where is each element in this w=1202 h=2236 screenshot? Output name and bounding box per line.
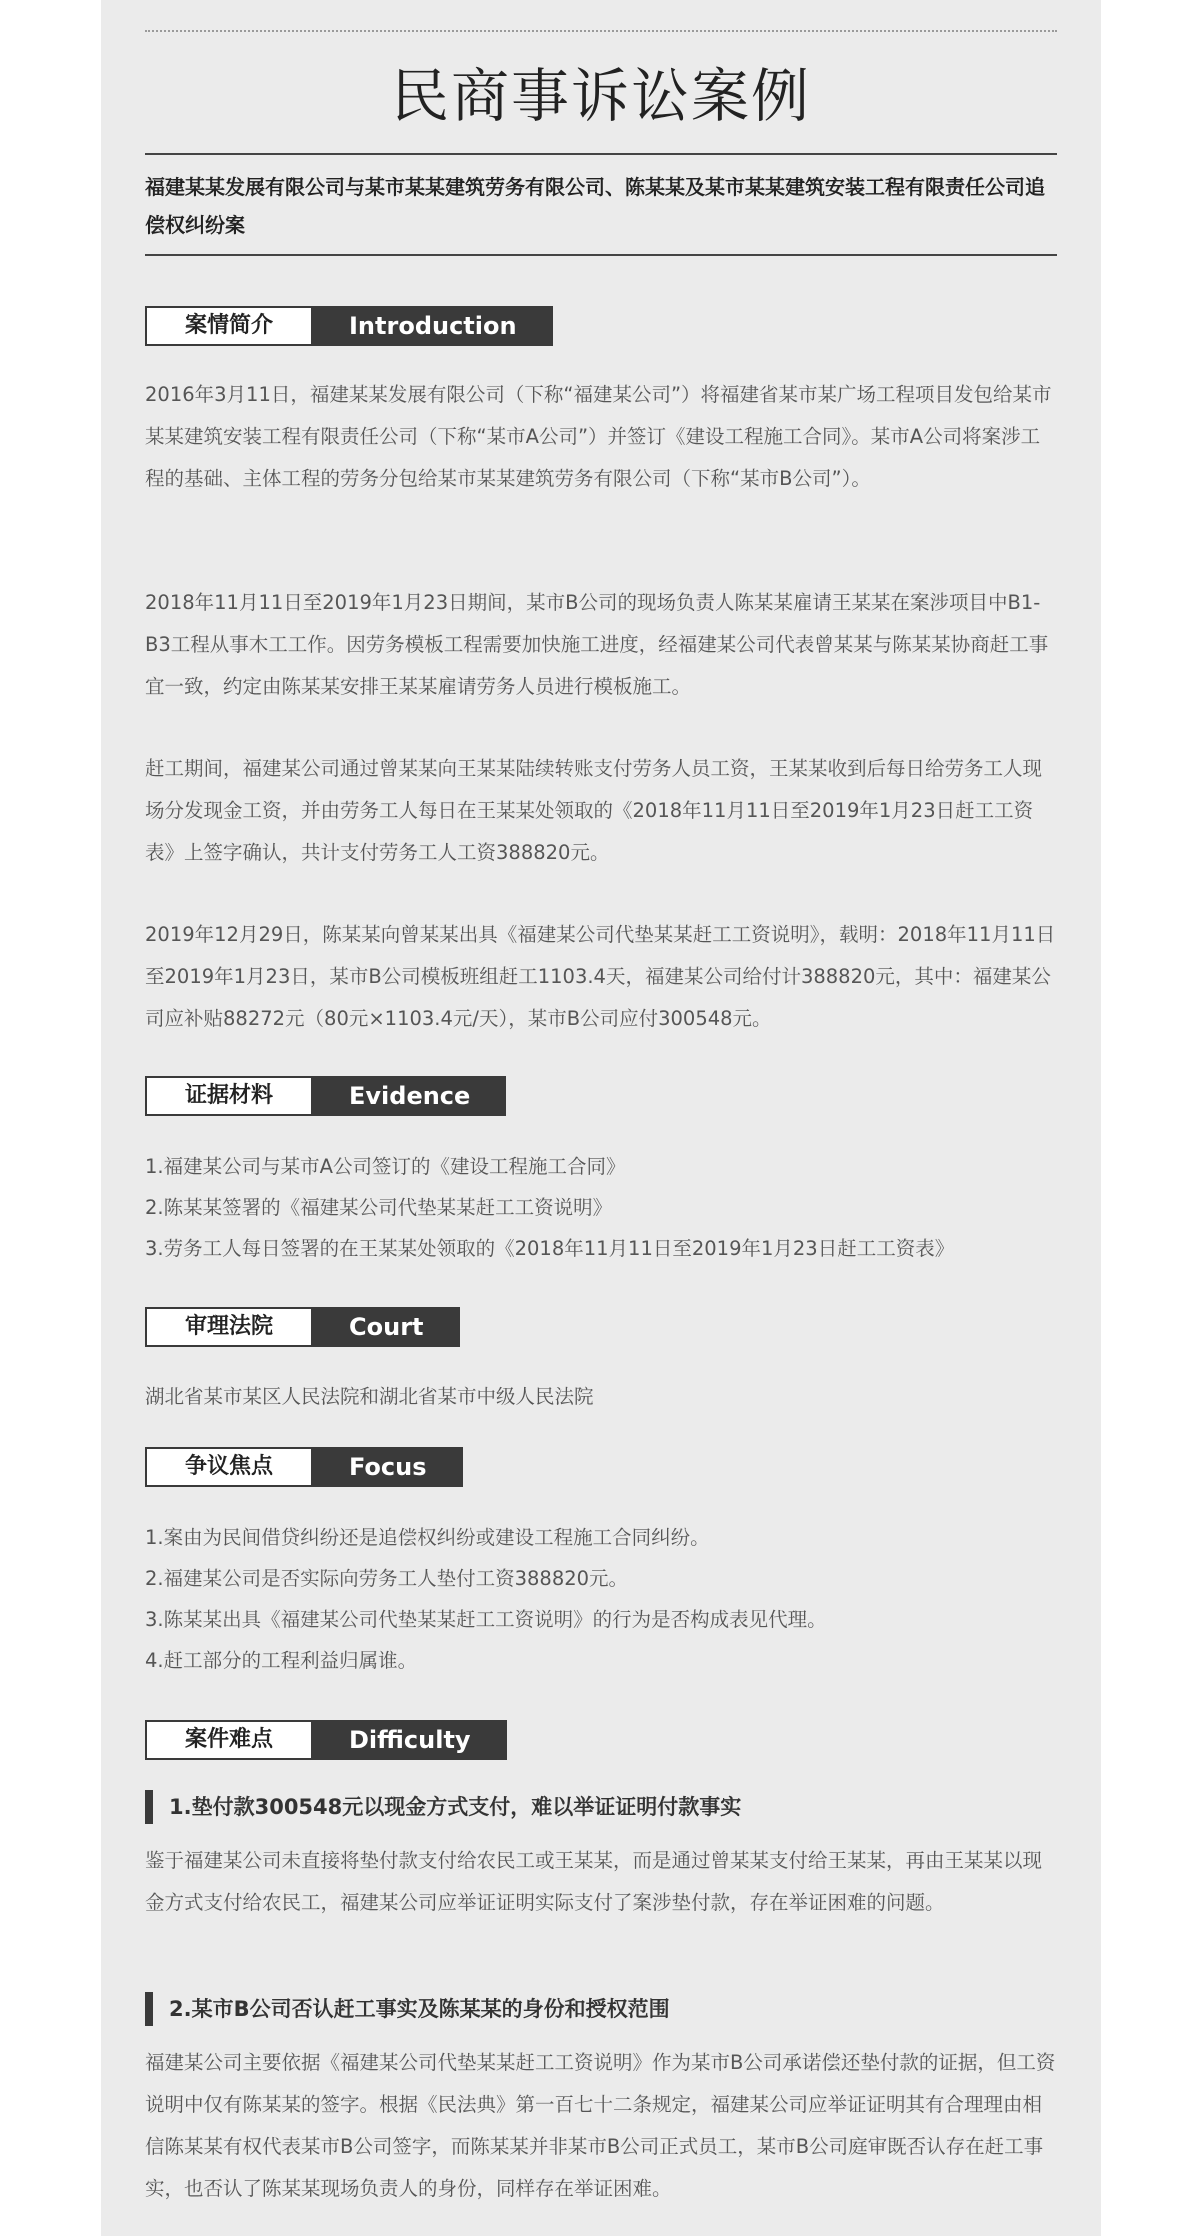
page-title: 民商事诉讼案例: [390, 62, 811, 130]
intro-paragraph: 赶工期间，福建某公司通过曾某某向王某某陆续转账支付劳务人员工资，王某某收到后每日给劳务工人现场分发现金工资，并由劳务工人每日在王某某处领取的《2018年11月11日至2019年1月23日赶工工资表》上签字确认，共计支付劳务工人工资388820元。: [145, 757, 1043, 864]
list-item: 2.陈某某签署的《福建某公司代垫某某赶工工资说明》: [145, 1196, 613, 1219]
focus-list: [145, 1517, 1057, 1681]
difficulty-heading: 1.垫付款300548元以现金方式支付，难以举证证明付款事实: [145, 1790, 741, 1824]
section-label-en: Focus: [313, 1447, 463, 1487]
difficulty-paragraph: 福建某公司主要依据《福建某公司代垫某某赶工工资说明》作为某市B公司承诺偿还垫付款的证据，但工资说明中仅有陈某某的签字。根据《民法典》第一百七十二条规定，福建某公司应举证证明其有合理理由相信陈某某有权代表某市B公司签字，而陈某某并非某市B公司正式员工，某市B公司庭审既否认存在赶工事实，也否认了陈某某现场负责人的身份，同样存在举证困难。: [145, 2051, 1056, 2200]
dotted-divider: [145, 30, 1057, 32]
difficulty-heading: 2.某市B公司否认赶工事实及陈某某的身份和授权范围: [145, 1992, 670, 2026]
section-label-en: Evidence: [313, 1076, 506, 1116]
section-label-en: Difficulty: [313, 1720, 507, 1760]
intro-paragraph: 2016年3月11日，福建某某发展有限公司（下称“福建某公司”）将福建省某市某广场工程项目发包给某市某某建筑安装工程有限责任公司（下称“某市A公司”）并签订《建设工程施工合同》。某市A公司将案涉工程的基础、主体工程的劳务分包给某市某某建筑劳务有限公司（下称“某市B公司”）。: [145, 383, 1052, 490]
title-divider-top: [145, 153, 1057, 155]
case-title: 福建某某发展有限公司与某市某某建筑劳务有限公司、陈某某及某市某某建筑安装工程有限责任公司追偿权纠纷案: [145, 175, 1045, 237]
section-header-difficulty: [145, 1720, 507, 1760]
evidence-list: [145, 1146, 1057, 1269]
article-page: [101, 0, 1101, 2236]
section-label-cn: 案情简介: [145, 306, 313, 346]
difficulty-paragraph: 鉴于福建某公司未直接将垫付款支付给农民工或王某某，而是通过曾某某支付给王某某，再由王某某以现金方式支付给农民工，福建某公司应举证证明实际支付了案涉垫付款，存在举证困难的问题。: [145, 1849, 1043, 1914]
section-label-cn: 证据材料: [145, 1076, 313, 1116]
section-header-court: [145, 1307, 460, 1347]
section-label-cn: 争议焦点: [145, 1447, 313, 1487]
intro-paragraph: 2018年11月11日至2019年1月23日期间，某市B公司的现场负责人陈某某雇请王某某在案涉项目中B1-B3工程从事木工工作。因劳务模板工程需要加快施工进度，经福建某公司代表曾某某与陈某某协商赶工事宜一致，约定由陈某某安排王某某雇请劳务人员进行模板施工。: [145, 591, 1049, 698]
list-item: 1.福建某公司与某市A公司签订的《建设工程施工合同》: [145, 1155, 626, 1178]
section-label-cn: 案件难点: [145, 1720, 313, 1760]
list-item: 3.劳务工人每日签署的在王某某处领取的《2018年11月11日至2019年1月23日赶工工资表》: [145, 1237, 955, 1260]
section-header-focus: [145, 1447, 463, 1487]
list-item: 4.赶工部分的工程利益归属谁。: [145, 1649, 418, 1672]
title-divider-bottom: [145, 254, 1057, 256]
section-label-en: Court: [313, 1307, 460, 1347]
section-label-cn: 审理法院: [145, 1307, 313, 1347]
list-item: 1.案由为民间借贷纠纷还是追偿权纠纷或建设工程施工合同纠纷。: [145, 1526, 710, 1549]
section-header-introduction: [145, 306, 553, 346]
section-label-en: Introduction: [313, 306, 553, 346]
intro-paragraph: 2019年12月29日，陈某某向曾某某出具《福建某公司代垫某某赶工工资说明》，载明：2018年11月11日至2019年1月23日，某市B公司模板班组赶工1103.4天，福建某公司给付计388820元，其中：福建某公司应补贴88272元（80元×1103.4元/天），某市B公司应付300548元。: [145, 923, 1056, 1030]
court-text: 湖北省某市某区人民法院和湖北省某市中级人民法院: [145, 1385, 594, 1408]
section-header-evidence: [145, 1076, 506, 1116]
list-item: 3.陈某某出具《福建某公司代垫某某赶工工资说明》的行为是否构成表见代理。: [145, 1608, 827, 1631]
list-item: 2.福建某公司是否实际向劳务工人垫付工资388820元。: [145, 1567, 629, 1590]
